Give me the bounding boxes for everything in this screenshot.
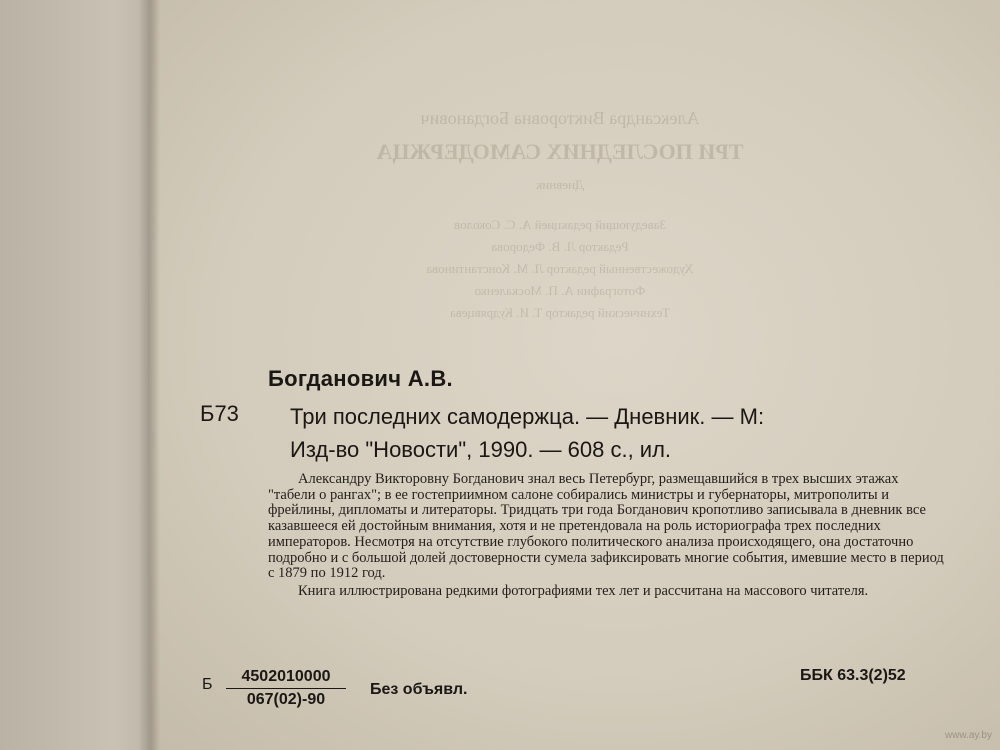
bleed-line: Технический редактор Т. И. Кудрявцева bbox=[450, 305, 670, 320]
bibliographic-title bbox=[290, 400, 960, 466]
bleed-line: Редактор Л. В. Федорова bbox=[491, 239, 629, 254]
title-line: Три последних самодержца. — Дневник. — М: bbox=[290, 404, 765, 429]
bleed-line: Художественный редактор Л. М. Константинова bbox=[426, 261, 694, 276]
bleed-line: Александра Викторовна Богданович bbox=[420, 108, 700, 128]
index-letter: Б bbox=[202, 676, 213, 693]
bleed-line: Заведующий редакцией А. С. Соколов bbox=[454, 217, 666, 232]
page-fold bbox=[138, 0, 160, 750]
index-fraction bbox=[226, 668, 346, 709]
left-page bbox=[0, 0, 160, 750]
bbk-code: ББК 63.3(2)52 bbox=[800, 667, 906, 684]
author-name: Богданович А.В. bbox=[268, 366, 453, 391]
index-numerator: 4502010000 bbox=[226, 668, 346, 689]
annotation-paragraph: Книга иллюстрирована редкими фотографиями тех лет и рассчитана на массового читателя. bbox=[298, 582, 869, 599]
bleed-line: Дневник bbox=[536, 177, 584, 192]
annotation-paragraph: Александру Викторовну Богданович знал весь Петербург, размещавшийся в трех высших этажах "табели о рангах"; в ее гостеприимном салоне собирались министры и губернаторы, митрополиты и фрейлины, дипломаты и литераторы. Тридцать три года Богданович кропотливо записывала в дневник все казавшееся ей достойным внимания, хотя и не претендовала на роль историографа трех последних императоров. Несмотря на отсутствие глубокого политического анализа происходящего, она достаточно подробно и с большой долей достоверности сумела зафиксировать многие события, имевшие место в период с 1879 по 1912 год. bbox=[268, 471, 944, 582]
title-line: Изд-во "Новости", 1990. — 608 с., ил. bbox=[290, 437, 672, 462]
classification-code: Б73 bbox=[200, 401, 239, 426]
annotation bbox=[268, 472, 948, 600]
announcement-note: Без объявл. bbox=[370, 681, 468, 698]
bleed-through-text bbox=[210, 108, 910, 321]
bleed-line: Фотографии А. П. Москаленко bbox=[474, 283, 646, 298]
site-watermark: www.ay.by bbox=[944, 730, 992, 741]
index-denominator: 067(02)-90 bbox=[246, 691, 326, 708]
bleed-line: ТРИ ПОСЛЕДНИХ САМОДЕРЖЦА bbox=[376, 139, 744, 164]
